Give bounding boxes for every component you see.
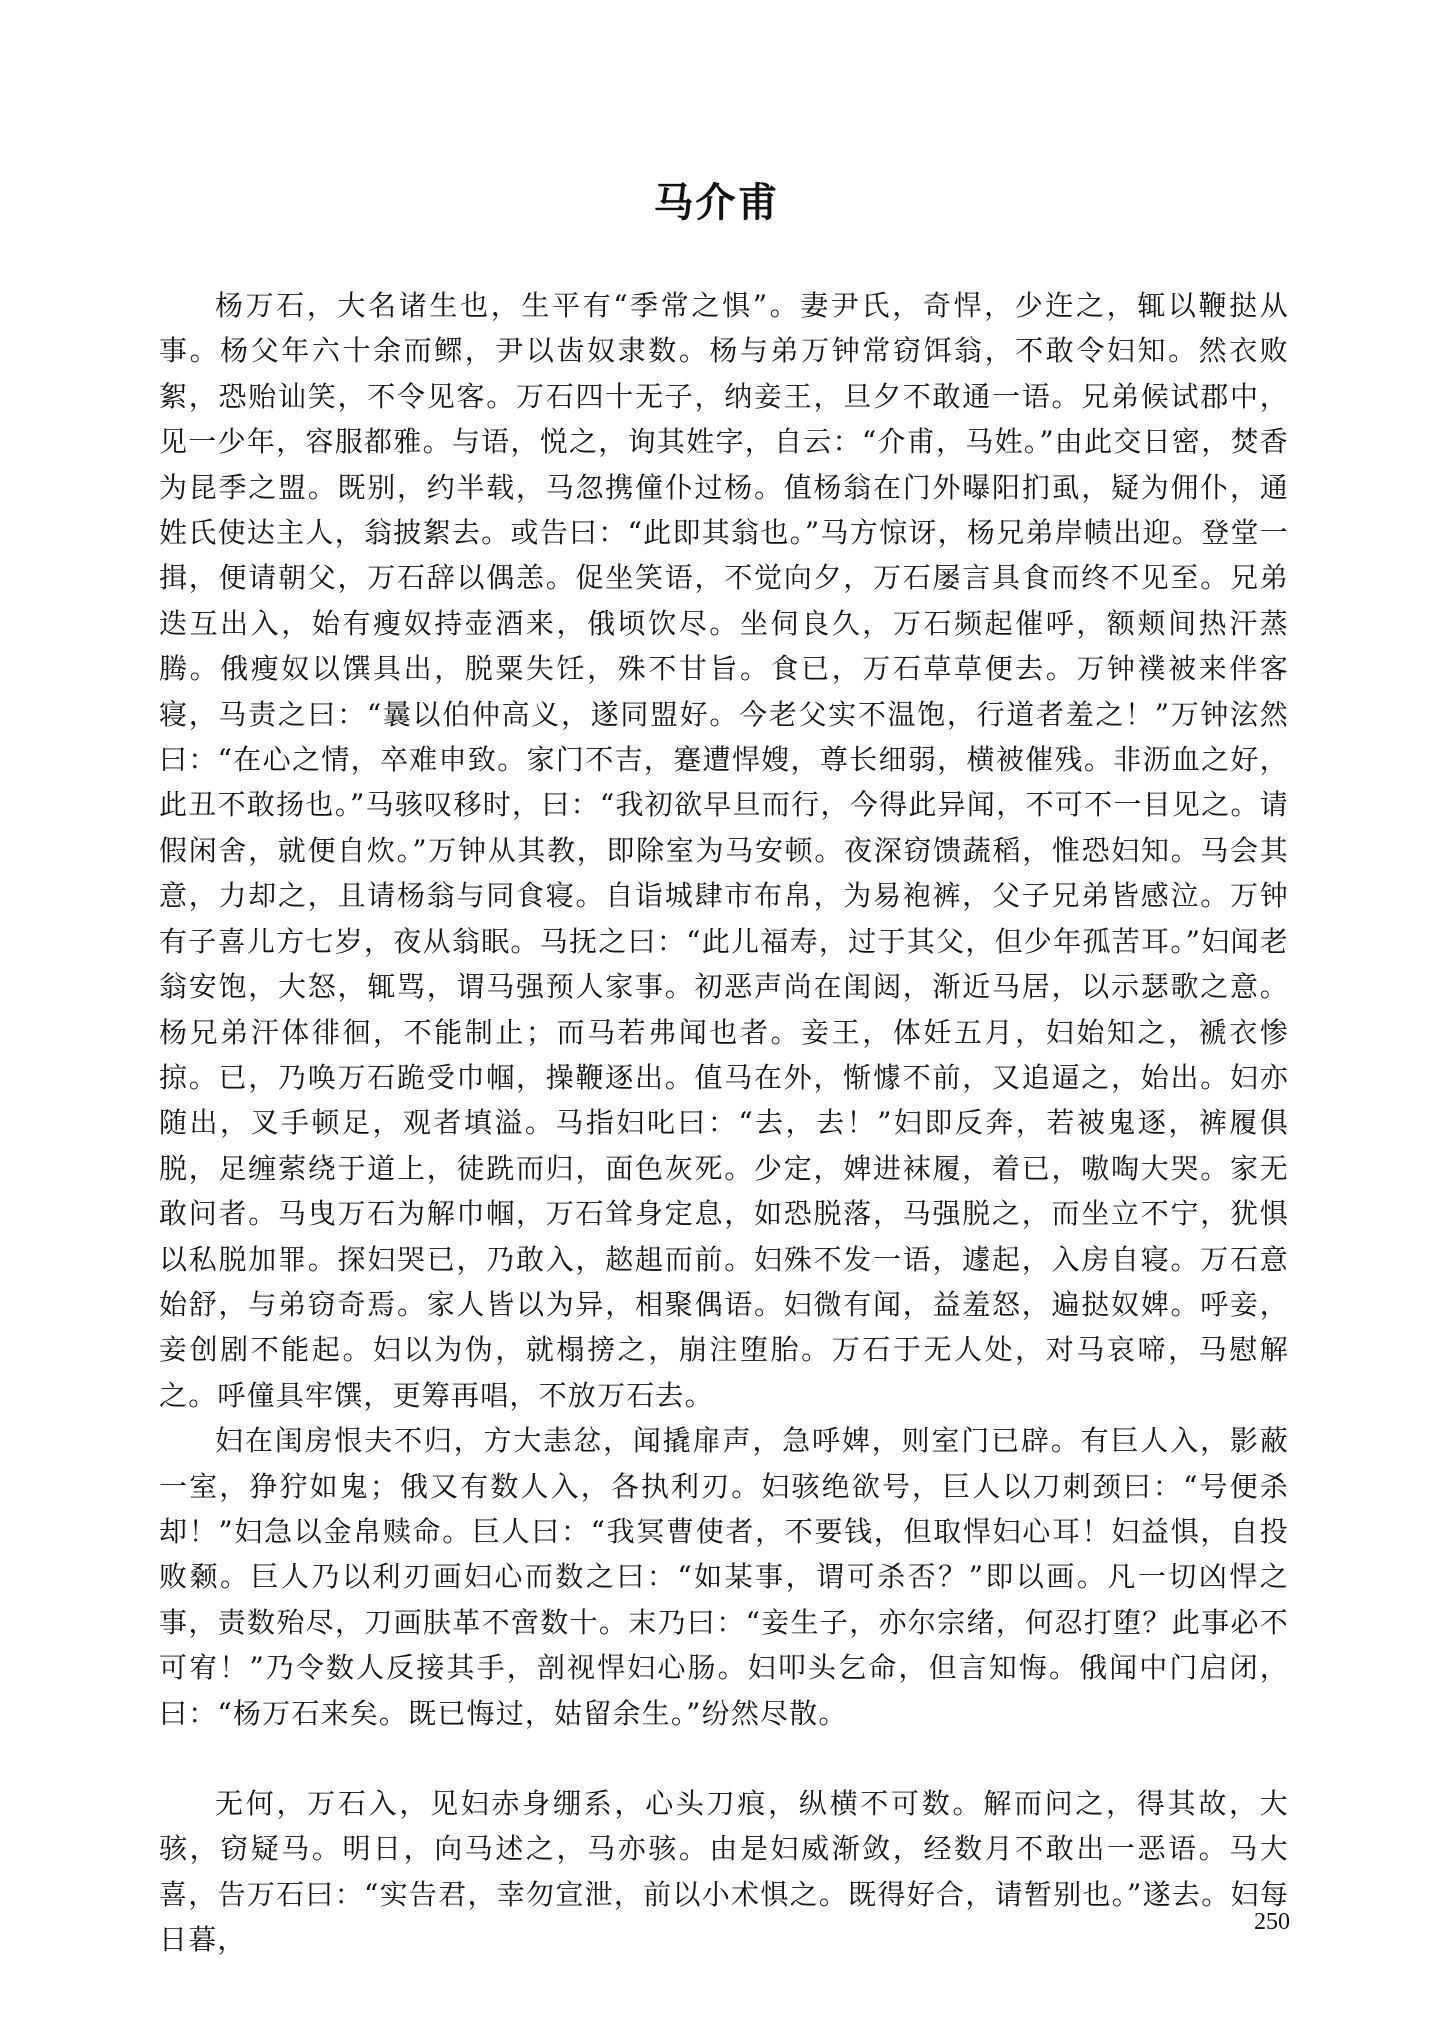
paragraph-2: 妇在闺房恨夫不归，方大恚忿，闻撬扉声，急呼婢，则室门已辟。有巨人入，影蔽一室，狰狞如鬼；俄又有数人入，各执利刃。妇骇绝欲号，巨人以刀刺颈曰：“号便杀却！”妇急以金帛赎命。巨人曰：“我冥曹使者，不要钱，但取悍妇心耳！妇益惧，自投败颡。巨人乃以利刃画妇心而数之曰：“如某事，谓可杀否？”即以画。凡一切凶悍之事，责数殆尽，刀画肤革不啻数十。末乃曰：“妾生子，亦尔宗绪，何忍打堕？此事必不可宥！”乃令数人反接其手，剖视悍妇心肠。妇叩头乞命，但言知悔。俄闻中门启闭，曰：“杨万石来矣。既已悔过，姑留余生。”纷然尽散。 — [159, 1424, 1289, 1730]
paragraph-3: 无何，万石入，见妇赤身绷系，心头刀痕，纵横不可数。解而问之，得其故，大骇，窃疑马。明日，向马述之，马亦骇。由是妇威渐敛，经数月不敢出一恶语。马大喜，告万石曰：“实告君，幸勿宣泄，前以小术惧之。既得好合，请暂别也。”遂去。妇每日暮， — [159, 1787, 1289, 1957]
body-text — [159, 283, 1289, 1963]
paragraph-spacer — [159, 1736, 1289, 1781]
page-title: 马介甫 — [653, 180, 780, 226]
page-number: 250 — [1254, 1909, 1290, 1935]
paragraph-1: 杨万石，大名诸生也，生平有“季常之惧”。妻尹氏，奇悍，少迕之，辄以鞭挞从事。杨父年六十余而鳏，尹以齿奴隶数。杨与弟万钟常窃饵翁，不敢令妇知。然衣败絮，恐贻讪笑，不令见客。万石四十无子，纳妾王，旦夕不敢通一语。兄弟候试郡中，见一少年，容服都雅。与语，悦之，询其姓字，自云：“介甫，马姓。”由此交日密，焚香为昆季之盟。既别，约半载，马忽携僮仆过杨。值杨翁在门外曝阳扪虱，疑为佣仆，通姓氏使达主人，翁披絮去。或告曰：“此即其翁也。”马方惊讶，杨兄弟岸帻出迎。登堂一揖，便请朝父，万石辞以偶恙。促坐笑语，不觉向夕，万石屡言具食而终不见至。兄弟迭互出入，始有瘦奴持壶酒来，俄顷饮尽。坐伺良久，万石频起催呼，额颊间热汗蒸腾。俄瘦奴以馔具出，脱粟失饪，殊不甘旨。食已，万石草草便去。万钟襆被来伴客寝，马责之曰：“曩以伯仲高义，遂同盟好。今老父实不温饱，行道者羞之！”万钟泫然曰：“在心之情，卒难申致。家门不吉，蹇遭悍嫂，尊长细弱，横被催残。非沥血之好，此丑不敢扬也。”马骇叹移时，曰：“我初欲早旦而行，今得此异闻，不可不一目见之。请假闲舍，就便自炊。”万钟从其教，即除室为马安顿。夜深窃馈蔬稻，惟恐妇知。马会其意，力却之，且请杨翁与同食寝。自诣城肆市布帛，为易袍裤，父子兄弟皆感泣。万钟有子喜儿方七岁，夜从翁眠。马抚之曰：“此儿福寿，过于其父，但少年孤苦耳。”妇闻老翁安饱，大怒，辄骂，谓马强预人家事。初恶声尚在闺闼，渐近马居，以示瑟歌之意。杨兄弟汗体徘徊，不能制止；而马若弗闻也者。妾王，体妊五月，妇始知之，褫衣惨掠。已，乃唤万石跪受巾帼，操鞭逐出。值马在外，惭懅不前，又追逼之，始出。妇亦随出，叉手顿足，观者填溢。马指妇叱曰：“去，去！”妇即反奔，若被鬼逐，裤履俱脱，足缠萦绕于道上，徒跣而归，面色灰死。少定，婢进袜履，着已，嗷啕大哭。家无敢问者。马曳万石为解巾帼，万石耸身定息，如恐脱落，马强脱之，而坐立不宁，犹惧以私脱加罪。探妇哭已，乃敢入，趑趄而前。妇殊不发一语，遽起，入房自寝。万石意始舒，与弟窃奇焉。家人皆以为异，相聚偶语。妇微有闻，益羞怒，遍挞奴婢。呼妾，妾创剧不能起。妇以为伪，就榻搒之，崩注堕胎。万石于无人处，对马哀啼，马慰解之。呼僮具牢馔，更筹再唱，不放万石去。 — [159, 289, 1289, 1412]
